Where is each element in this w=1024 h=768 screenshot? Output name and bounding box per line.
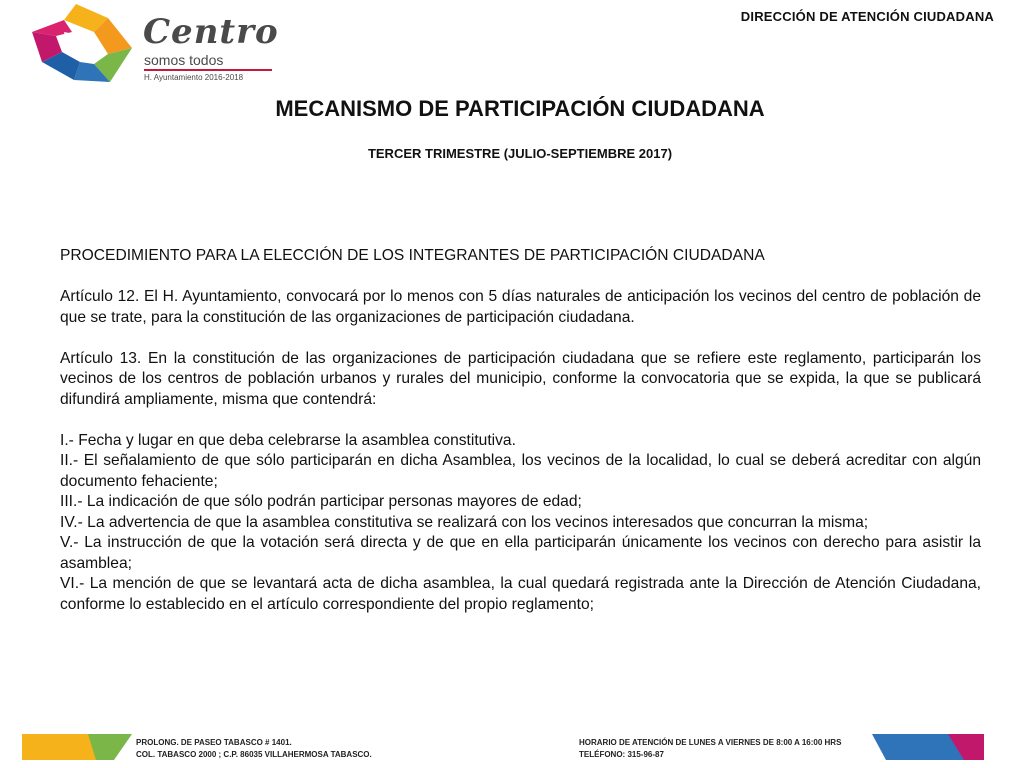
centro-logo — [28, 2, 288, 86]
footer-address-line2: COL. TABASCO 2000 ; C.P. 86035 VILLAHERMOSA TABASCO. — [136, 750, 372, 759]
department-name: DIRECCIÓN DE ATENCIÓN CIUDADANA — [740, 9, 994, 24]
list-item: III.- La indicación de que sólo podrán participar personas mayores de edad; — [60, 493, 582, 510]
footer-right-band — [872, 734, 984, 760]
list-item: VI.- La mención de que se levantará acta de dicha asamblea, la cual quedará registrada ante la Dirección de Atención Ciudadana, conforme lo establecido en el artículo correspondiente del propio reglamento; — [60, 575, 981, 613]
footer-phone: TELÉFONO: 315-96-87 — [579, 750, 664, 759]
list-item: V.- La instrucción de que la votación será directa y de que en ella participarán únicamente los vecinos con derecho para asistir la asamblea; — [60, 534, 981, 572]
article-12: Artículo 12. El H. Ayuntamiento, convocará por lo menos con 5 días naturales de anticipación los vecinos del centro de población de que se trate, para la constitución de las organizaciones de participación ciudadana. — [60, 288, 981, 326]
page-title: MECANISMO DE PARTICIPACIÓN CIUDADANA — [275, 96, 765, 121]
footer-hours-line1: HORARIO DE ATENCIÓN DE LUNES A VIERNES DE 8:00 A 16:00 HRS — [579, 738, 842, 747]
list-item: II.- El señalamiento de que sólo participarán en dicha Asamblea, los vecinos de la localidad, lo cual se deberá acreditar con algún documento fehaciente; — [60, 452, 981, 490]
list-item: IV.- La advertencia de que la asamblea constitutiva se realizará con los vecinos interesados que concurran la misma; — [60, 513, 869, 531]
centro-logo-icon — [28, 2, 138, 86]
footer-address — [136, 737, 372, 761]
list-item: I.- Fecha y lugar en que deba celebrarse la asamblea constitutiva. — [60, 431, 516, 449]
document-body — [60, 246, 981, 615]
section-heading: PROCEDIMIENTO PARA LA ELECCIÓN DE LOS INTEGRANTES DE PARTICIPACIÓN CIUDADANA — [60, 247, 765, 264]
brand-name: Centro — [143, 12, 279, 52]
footer-hours — [579, 737, 841, 761]
page-subtitle: TERCER TRIMESTRE (JULIO-SEPTIEMBRE 2017) — [367, 146, 673, 161]
brand-sub: H. Ayuntamiento 2016-2018 — [144, 73, 244, 82]
footer-left-band — [22, 734, 132, 760]
article-13: Artículo 13. En la constitución de las organizaciones de participación ciudadana que se refiere este reglamento, participarán los vecinos de los centros de población urbanos y rurales del municipio, conforme la convocatoria que se expida, la que se publicará difundirá ampliamente, misma que contendrá: — [60, 349, 981, 408]
brand-tagline: somos todos — [144, 52, 224, 68]
brand-rule — [144, 69, 272, 71]
footer-address-line1: PROLONG. DE PASEO TABASCO # 1401. — [136, 738, 292, 747]
